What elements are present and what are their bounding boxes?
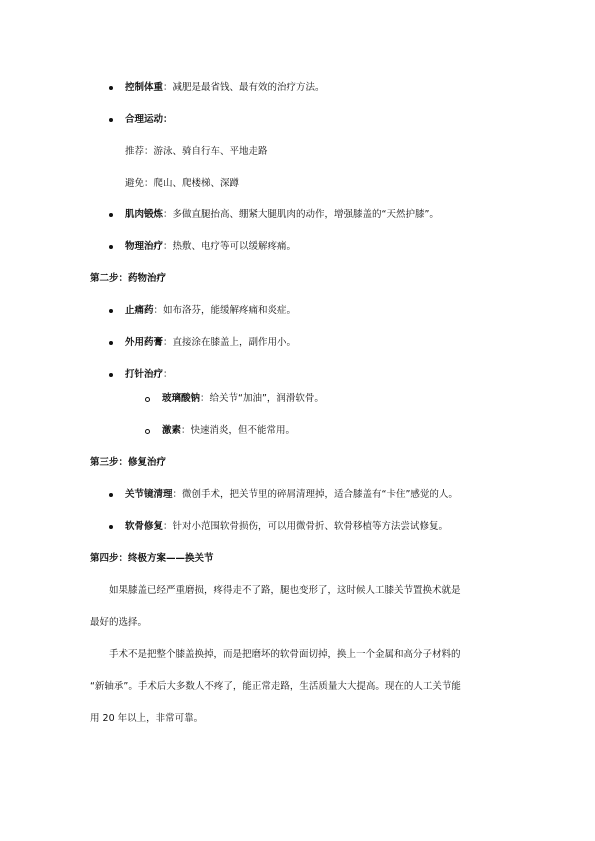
term-separator: ：: [163, 337, 173, 348]
list-item-ointment: [125, 336, 296, 350]
item-text: 快速消炎，但不能常用。: [190, 425, 296, 436]
bullet-icon: [109, 373, 113, 377]
term: 软骨修复: [125, 521, 164, 532]
sub-item-hyaluronic: [162, 392, 324, 406]
list-item-physio: [125, 240, 296, 254]
bullet-icon: [109, 245, 113, 249]
bullet-icon: [109, 86, 113, 90]
circle-bullet-icon: [145, 397, 150, 402]
term-separator: ：: [172, 489, 183, 500]
term: 肌肉锻炼: [125, 209, 164, 220]
term: 关节镜清理: [125, 489, 173, 500]
circle-bullet-icon: [145, 429, 150, 434]
list-item-injection: [125, 368, 173, 382]
term: 止痛药: [125, 305, 154, 316]
bullet-icon: [109, 493, 113, 497]
paragraph-line: 用 20 年以上，非常可靠。: [90, 713, 204, 724]
list-item-painkiller: [125, 304, 296, 318]
paragraph-line: 手术不是把整个膝盖换掉，而是把磨坏的软骨面切掉，换上一个金属和高分子材料的: [109, 649, 461, 660]
term: 控制体重: [125, 82, 164, 93]
term-separator: ：: [153, 305, 164, 316]
item-text: 直接涂在膝盖上，副作用小。: [172, 337, 297, 348]
section-heading-step4: 第四步：终极方案——换关节: [90, 553, 214, 564]
term-separator: ：: [163, 114, 173, 125]
term: 激素: [162, 425, 182, 436]
item-text: 针对小范围软骨损伤，可以用微骨折、软骨移植等方法尝试修复。: [172, 521, 449, 532]
bullet-icon: [109, 213, 113, 217]
term-separator: ：: [163, 209, 173, 220]
item-text: 热敷、电疗等可以缓解疼痛。: [172, 241, 297, 252]
paragraph-line: 最好的选择。: [90, 617, 148, 628]
avoid-line: 避免：爬山、爬楼梯、深蹲: [125, 178, 240, 189]
paragraph-line: 如果膝盖已经严重磨损，疼得走不了路，腿也变形了，这时候人工膝关节置换术就是: [109, 585, 461, 596]
bullet-icon: [109, 309, 113, 313]
list-item-muscle: [125, 208, 439, 222]
item-text: 微创手术，把关节里的碎屑清理掉，适合膝盖有“卡住”感觉的人。: [182, 489, 458, 500]
term-separator: ：: [200, 393, 210, 404]
term-separator: ：: [181, 425, 191, 436]
term-separator: ：: [163, 521, 173, 532]
term-separator: ：: [163, 369, 173, 380]
bullet-icon: [109, 341, 113, 345]
item-text: 多做直腿抬高、绷紧大腿肌肉的动作，增强膝盖的“天然护膝”。: [172, 209, 439, 220]
term: 打针治疗: [125, 369, 164, 380]
item-text: 如布洛芬，能缓解疼痛和炎症。: [163, 305, 297, 316]
item-text: 给关节“加油”，润滑软骨。: [209, 393, 324, 404]
list-item-arthroscopy: [125, 488, 458, 502]
section-heading-step3: 第三步：修复治疗: [90, 457, 167, 468]
recommend-line: 推荐：游泳、骑自行车、平地走路: [125, 146, 268, 157]
term-separator: ：: [163, 82, 173, 93]
term: 外用药膏: [125, 337, 164, 348]
list-item-weight: [125, 81, 325, 95]
term-separator: ：: [163, 241, 173, 252]
term: 合理运动: [125, 114, 164, 125]
paragraph-line: “新轴承”。手术后大多数人不疼了，能正常走路，生活质量大大提高。现在的人工关节能: [90, 681, 461, 692]
sub-item-hormone: [162, 424, 295, 438]
section-heading-step2: 第二步：药物治疗: [90, 273, 167, 284]
bullet-icon: [109, 118, 113, 122]
bullet-icon: [109, 525, 113, 529]
list-item-cartilage: [125, 520, 448, 534]
term: 玻璃酸钠: [162, 393, 201, 404]
term: 物理治疗: [125, 241, 164, 252]
item-text: 减肥是最省钱、最有效的治疗方法。: [172, 82, 325, 93]
list-item-exercise: [125, 113, 173, 127]
